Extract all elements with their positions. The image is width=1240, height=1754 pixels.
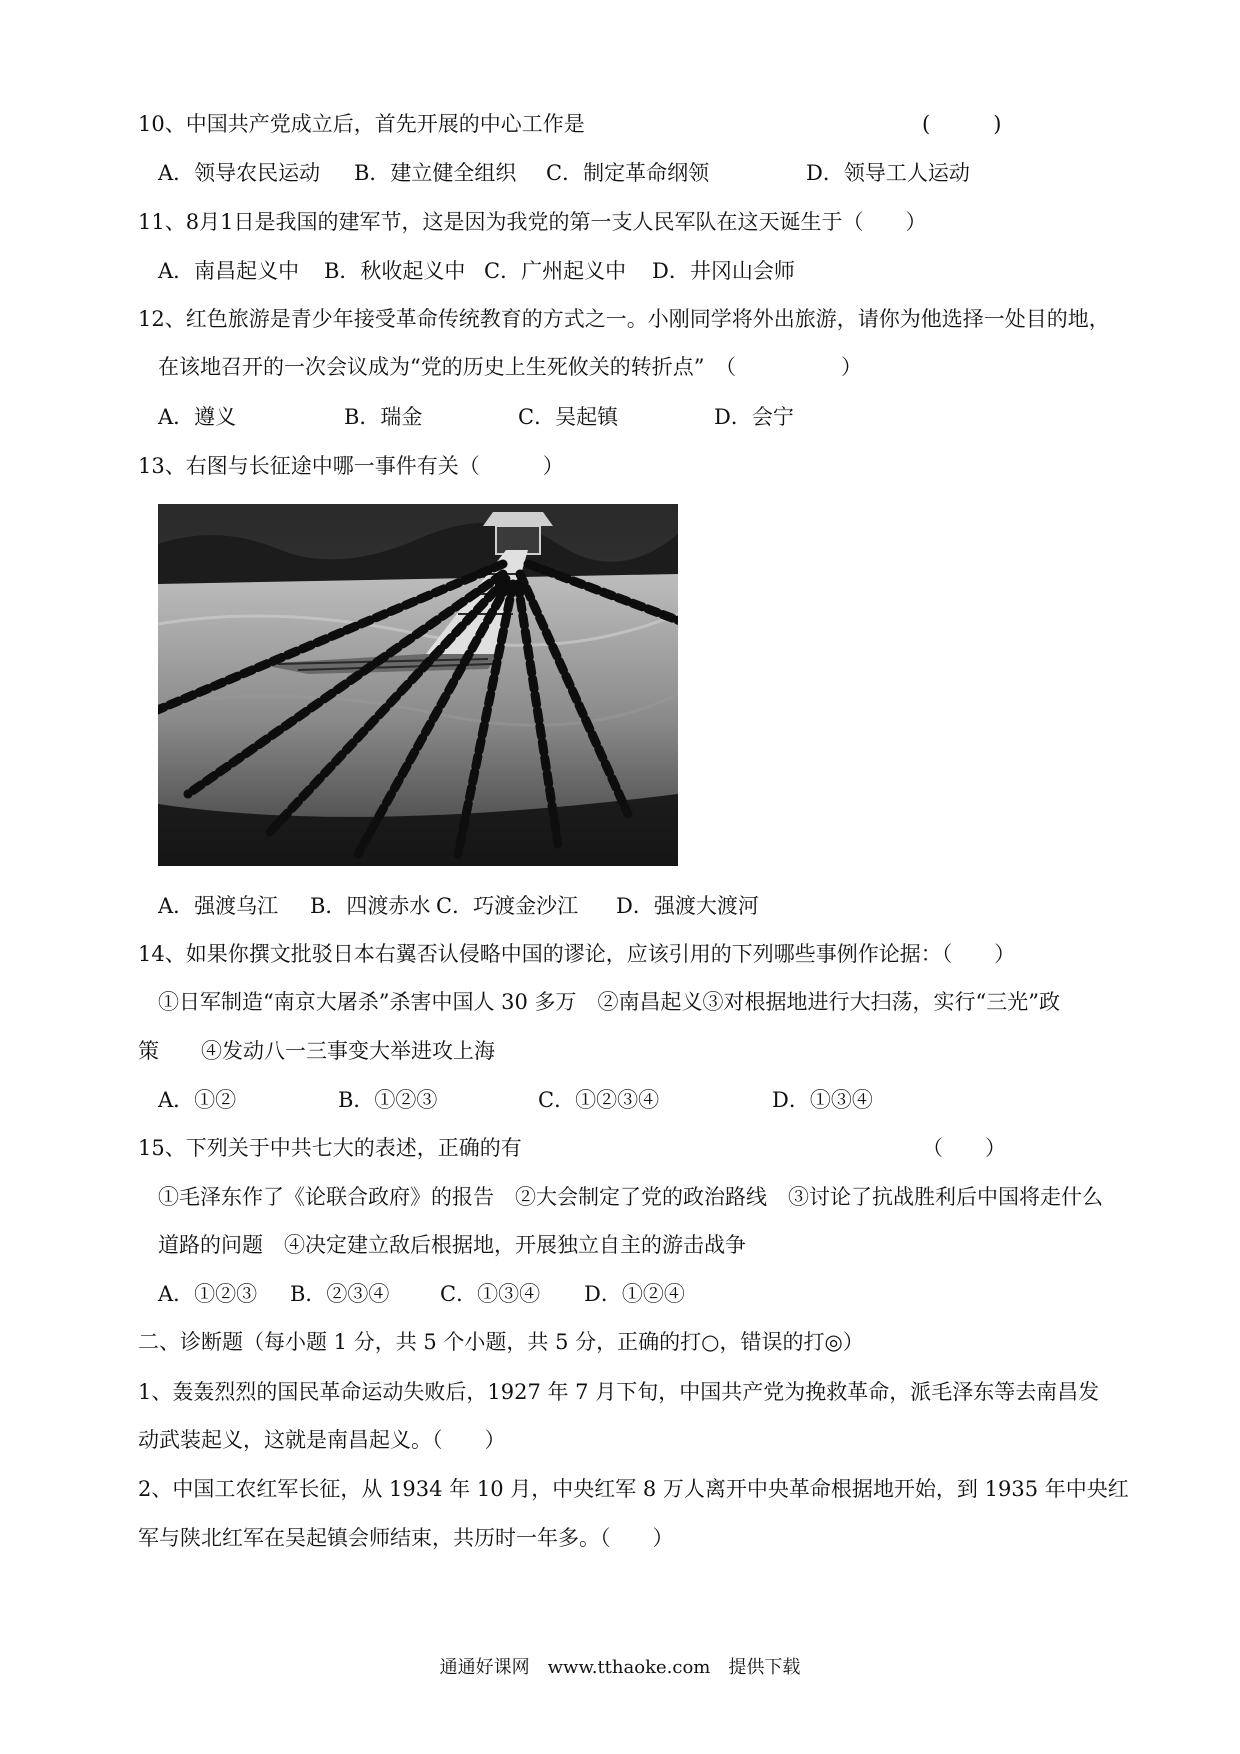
question-15-stem: 15、下列关于中共七大的表述，正确的有: [138, 1136, 522, 1160]
question-15-options: [158, 1280, 858, 1308]
option-b: B．瑞金: [344, 405, 423, 429]
option-c: C．巧渡金沙江: [436, 894, 579, 918]
question-14-items-line1: ①日军制造“南京大屠杀”杀害中国人 30 多万 ②南昌起义③对根据地进行大扫荡，实行“三光”政: [158, 990, 1061, 1014]
question-12-options: [158, 403, 858, 431]
question-15-items-line2: 道路的问题 ④决定建立敌后根据地，开展独立自主的游击战争: [158, 1233, 746, 1257]
option-d: D．井冈山会师: [652, 259, 795, 283]
question-14-options: [158, 1086, 958, 1114]
page-footer: 通通好课网 www.tthaoke.com 提供下载: [439, 1657, 801, 1678]
option-a: A．遵义: [158, 405, 237, 429]
question-10-answer-bracket: ( ): [922, 112, 1002, 136]
option-c: C．①②③④: [538, 1088, 660, 1112]
question-14-items-line2: 策 ④发动八一三事变大举进攻上海: [138, 1039, 495, 1063]
question-13-options: [158, 892, 858, 920]
question-12-stem-line1: 12、红色旅游是青少年接受革命传统教育的方式之一。小刚同学将外出旅游，请你为他选择一处目的地，: [138, 307, 1110, 331]
option-d: D．强渡大渡河: [616, 894, 759, 918]
question-15-items-line1: ①毛泽东作了《论联合政府》的报告 ②大会制定了党的政治路线 ③讨论了抗战胜利后中国将走什么: [158, 1185, 1103, 1209]
question-14-stem: 14、如果你撰文批驳日本右翼否认侵略中国的谬论，应该引用的下列哪些事例作论据：（ ）: [138, 942, 1016, 966]
bridge-illustration: [158, 504, 678, 866]
judgment-2-line1: 2、中国工农红军长征，从 1934 年 10 月，中央红军 8 万人离开中央革命根据地开始，到 1935 年中央红: [138, 1477, 1129, 1501]
option-b: B．建立健全组织: [354, 161, 517, 185]
question-11-stem: 11、8月1日是我国的建军节，这是因为我党的第一支人民军队在这天诞生于（ ）: [138, 210, 927, 234]
option-b: B．四渡赤水: [310, 894, 431, 918]
option-a: A．①②: [158, 1088, 237, 1112]
option-d: D．①③④: [772, 1088, 873, 1112]
judgment-1-line1: 1、轰轰烈烈的国民革命运动失败后，1927 年 7 月下旬，中国共产党为挽救革命，派毛泽东等去南昌发: [138, 1380, 1100, 1404]
option-c: C．①③④: [440, 1282, 541, 1306]
option-a: A．领导农民运动: [158, 161, 321, 185]
question-15: [138, 1134, 1118, 1162]
option-c: C．制定革命纲领: [546, 161, 710, 185]
option-c: C．吴起镇: [518, 405, 619, 429]
option-a: A．强渡乌江: [158, 894, 279, 918]
question-13-stem: 13、右图与长征途中哪一事件有关（ ）: [138, 454, 564, 478]
option-a: A．南昌起义中: [158, 259, 300, 283]
question-10: [138, 110, 1118, 138]
iron-chain-bridge-photo: [158, 504, 678, 866]
question-11-options: [158, 257, 858, 285]
option-b: B．秋收起义中: [324, 259, 466, 283]
option-b: B．①②③: [338, 1088, 438, 1112]
question-12-stem-line2: 在该地召开的一次会议成为“党的历史上生死攸关的转折点” （ ）: [158, 355, 862, 379]
option-d: D．①②④: [584, 1282, 685, 1306]
question-10-options: [158, 159, 1058, 187]
judgment-2-line2: 军与陕北红军在吴起镇会师结束，共历时一年多。（ ）: [138, 1526, 674, 1550]
judgment-1-line2: 动武装起义，这就是南昌起义。（ ）: [138, 1428, 506, 1452]
option-c: C．广州起义中: [484, 259, 627, 283]
section-2-heading: 二、诊断题（每小题 1 分，共 5 个小题，共 5 分，正确的打○，错误的打◎）: [138, 1330, 864, 1354]
option-b: B．②③④: [290, 1282, 390, 1306]
question-15-answer-bracket: （ ）: [922, 1136, 1006, 1160]
option-d: D．会宁: [714, 405, 794, 429]
option-a: A．①②③: [158, 1282, 258, 1306]
option-d: D．领导工人运动: [806, 161, 970, 185]
question-10-stem: 10、中国共产党成立后，首先开展的中心工作是: [138, 112, 585, 136]
